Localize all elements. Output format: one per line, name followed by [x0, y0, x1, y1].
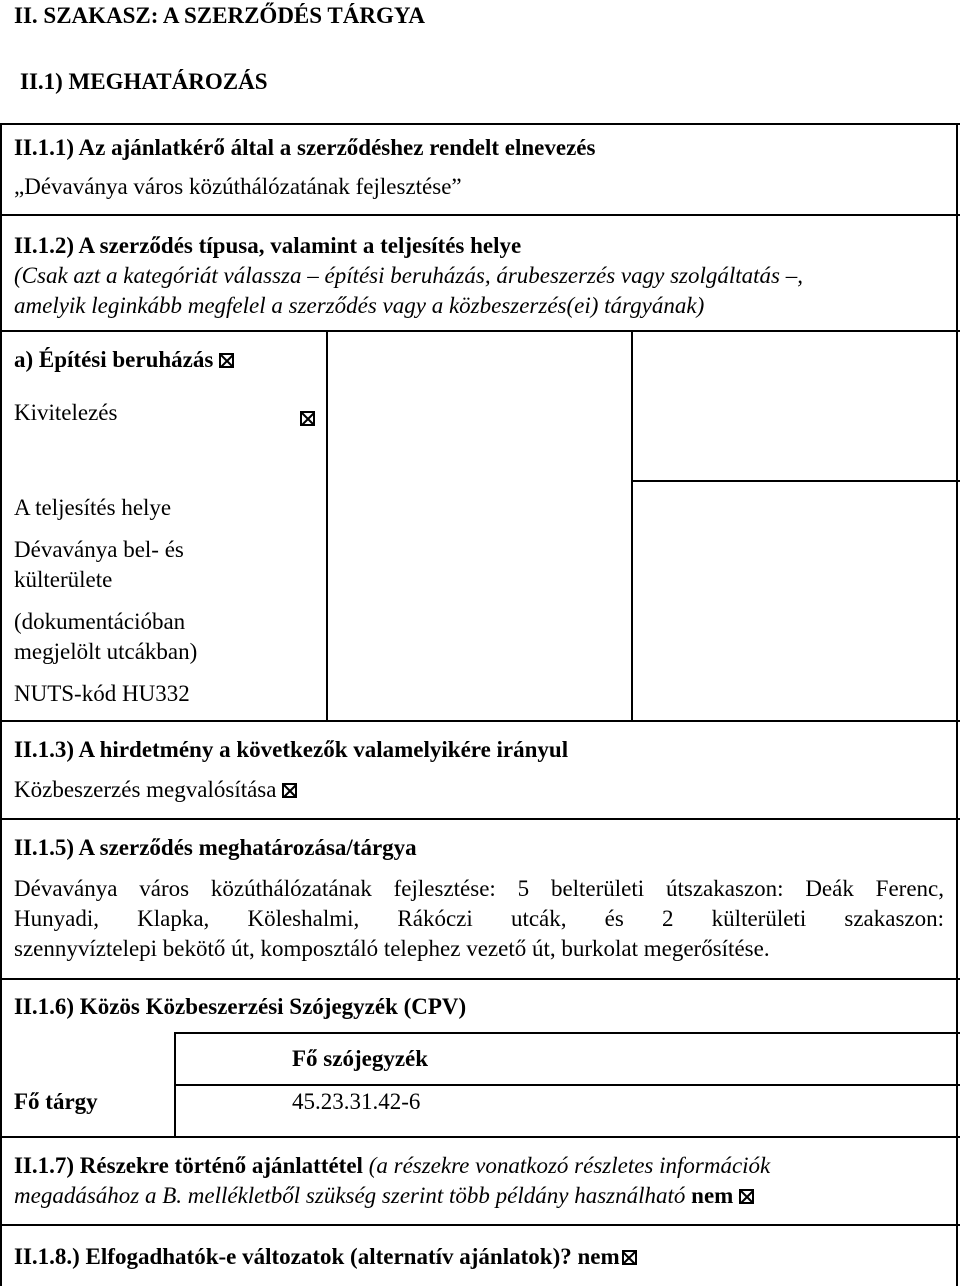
s17-checkbox[interactable] — [739, 1189, 754, 1204]
divider — [0, 214, 960, 216]
s12-note-line2: amelyik leginkább megfelel a szerződés vagy a közbeszerzés(ei) tárgyának) — [14, 293, 705, 318]
cpv-table-mid — [174, 1084, 960, 1086]
place-line: Dévaványa bel- és — [14, 537, 184, 562]
s17-note-part1: (a részekre vonatkozó részletes információk — [368, 1153, 771, 1178]
s11-heading: II.1.1) Az ajánlatkérő által a szerződéshez rendelt elnevezés — [14, 135, 596, 160]
cpv-row-label: Fő tárgy — [14, 1089, 98, 1114]
place-line: megjelölt utcákban) — [14, 639, 198, 664]
subtype-execution-label: Kivitelezés — [14, 400, 118, 425]
divider — [0, 818, 960, 820]
s15-line: szennyvíztelepi bekötő út, komposztáló telephez vezető út, burkolat megerősítése. — [14, 936, 770, 961]
s15-heading: II.1.5) A szerződés meghatározása/tárgya — [14, 835, 417, 860]
frame-left-line — [0, 123, 2, 1286]
s18-heading: II.1.8.) Elfogadhatók-e változatok (alternatív ajánlatok)? — [14, 1244, 572, 1269]
s15-line: Dévaványa város közúthálózatának fejlesztése: 5 belterületi útszakaszon: Deák Ferenc, — [14, 876, 944, 901]
place-label: A teljesítés helye — [14, 495, 172, 520]
s17-answer: nem — [691, 1183, 734, 1208]
s15-line: Hunyadi, Klapka, Köleshalmi, Rákóczi utcák, és 2 külterületi szakaszon: — [14, 906, 944, 931]
section-title: II. SZAKASZ: A SZERZŐDÉS TÁRGYA — [14, 3, 425, 28]
s18-checkbox[interactable] — [622, 1250, 637, 1265]
s13-heading: II.1.3) A hirdetmény a következők valamelyikére irányul — [14, 737, 569, 762]
s13-checkbox[interactable] — [282, 783, 297, 798]
category-works-checkbox[interactable] — [219, 353, 234, 368]
s17-heading: II.1.7) Részekre történő ajánlattétel — [14, 1153, 363, 1178]
divider — [0, 1136, 960, 1138]
frame-top-line — [0, 123, 960, 125]
subtype-execution-checkbox[interactable] — [300, 411, 315, 426]
s17-note-part2: megadásához a B. mellékletből szükség szerint több példány használható — [14, 1183, 686, 1208]
grid-column-line — [326, 330, 328, 720]
divider — [0, 1224, 960, 1226]
s13-value-row — [14, 777, 297, 803]
s17-line1 — [14, 1153, 770, 1179]
divider — [0, 720, 960, 722]
divider — [0, 978, 960, 980]
divider — [0, 330, 960, 332]
s18-answer: nem — [577, 1244, 620, 1269]
cpv-table-top — [174, 1032, 960, 1034]
frame-right-line — [956, 123, 958, 1286]
cpv-code: 45.23.31.42-6 — [292, 1089, 421, 1114]
place-line: (dokumentációban — [14, 609, 186, 634]
category-works-label: a) Építési beruházás — [14, 347, 214, 372]
s12-heading: II.1.2) A szerződés típusa, valamint a teljesítés helye — [14, 233, 522, 258]
grid-row-line — [631, 480, 960, 482]
s12-note-line1: (Csak azt a kategóriát válassza – építési beruházás, árubeszerzés vagy szolgáltatás –, — [14, 263, 803, 288]
s17-line2 — [14, 1183, 754, 1209]
grid-column-line — [631, 330, 633, 720]
s16-heading: II.1.6) Közös Közbeszerzési Szójegyzék (CPV) — [14, 994, 467, 1019]
subsection-title: II.1) MEGHATÁROZÁS — [20, 69, 268, 94]
s11-value: „Dévaványa város közúthálózatának fejlesztése” — [14, 174, 462, 199]
place-line: külterülete — [14, 567, 113, 592]
s13-value: Közbeszerzés megvalósítása — [14, 777, 277, 802]
s18-row — [14, 1244, 637, 1270]
cpv-column-header: Fő szójegyzék — [292, 1046, 429, 1071]
nuts-code: NUTS-kód HU332 — [14, 681, 190, 706]
category-works — [14, 347, 234, 373]
